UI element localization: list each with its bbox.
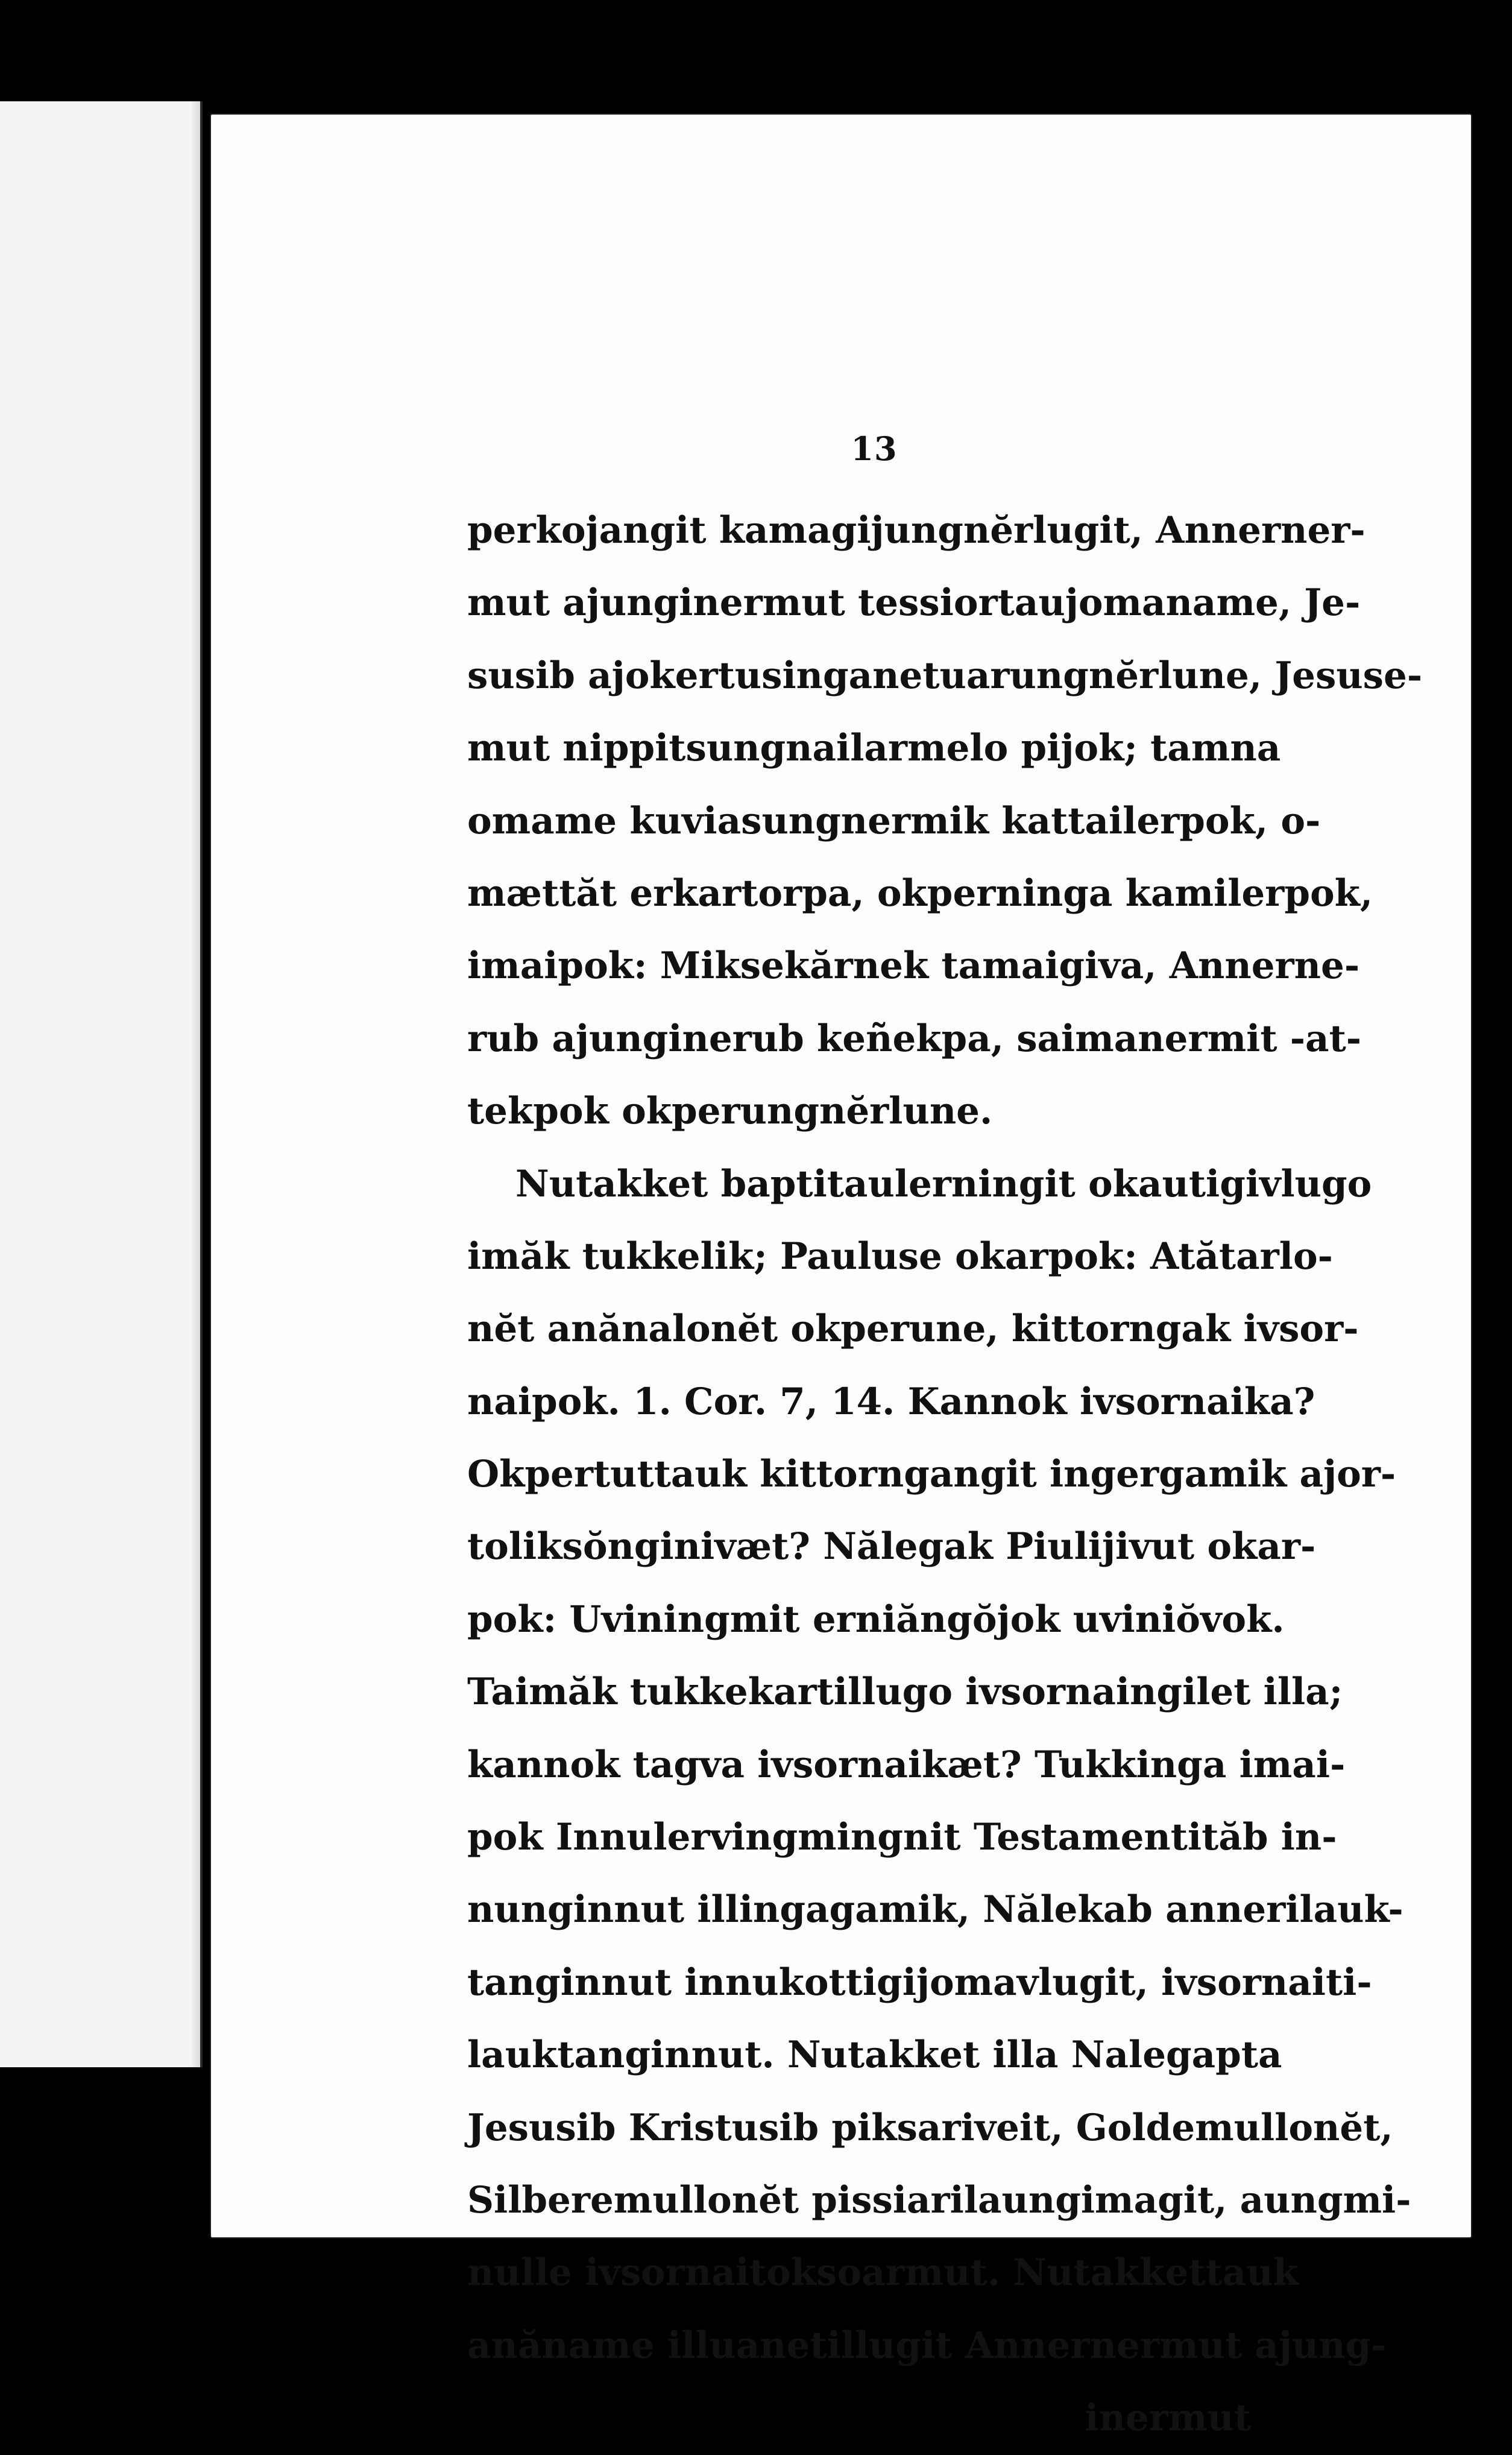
facing-page-edge: [192, 101, 200, 2067]
page-number: 13: [851, 429, 898, 468]
text-line: imaipok: Miksekărnek tamaigiva, Annerne-: [467, 944, 1360, 988]
text-line: susib ajokertusinganetuarungnĕrlune, Jesuse-: [467, 654, 1423, 697]
catchword: inermut: [1085, 2397, 1251, 2440]
text-line: perkojangit kamagijungnĕrlugit, Annerner-: [467, 509, 1366, 552]
text-line: nulle ivsornaitoksoarmut. Nutakkettauk: [467, 2251, 1299, 2295]
text-line: Taimăk tukkekartillugo ivsornaingilet illa;: [467, 1670, 1343, 1714]
text-line: Okpertuttauk kittorngangit ingergamik ajor-: [467, 1453, 1396, 1496]
text-line: tekpok okperungnĕrlune.: [467, 1090, 993, 1133]
text-line: pok Innulervingmingnit Testamentităb in-: [467, 1816, 1337, 1859]
page-body-text: [467, 494, 1423, 2455]
text-line: mut ajunginermut tessiortaujomaname, Je-: [467, 581, 1361, 625]
facing-page: [0, 101, 203, 2067]
text-line: nunginnut illingagamik, Nălekab annerilauk-: [467, 1888, 1403, 1932]
text-line: nĕt anănalonĕt okperune, kittorngak ivsor-: [467, 1307, 1359, 1351]
text-line: Jesusib Kristusib piksariveit, Goldemullonĕt,: [467, 2106, 1393, 2149]
text-line: lauktanginnut. Nutakket illa Nalegapta: [467, 2033, 1282, 2077]
text-line: toliksŏnginivæt? Nălegak Piulijivut okar-: [467, 1525, 1316, 1569]
text-line: rub ajunginerub keñekpa, saimanermit ‑at-: [467, 1017, 1362, 1060]
text-line: kannok tagva ivsornaikæt? Tukkinga imai-: [467, 1743, 1346, 1786]
text-line: pok: Uviningmit erniăngŏjok uviniŏvok.: [467, 1597, 1285, 1641]
text-line: mut nippitsungnailarmelo pijok; tamna: [467, 727, 1281, 770]
text-line: Silberemullonĕt pissiarilaungimagit, aungmi-: [467, 2178, 1411, 2222]
paragraph-start-line: Nutakket baptitaulerningit okautigivlugo: [515, 1162, 1372, 1205]
text-line: omame kuviasungnermik kattailerpok, o-: [467, 799, 1321, 842]
text-line: anăname illuanetillugit Annernermut ajung-: [467, 2324, 1387, 2367]
text-line: mættăt erkartorpa, okperninga kamilerpok,: [467, 871, 1373, 915]
text-line: imăk tukkelik; Pauluse okarpok: Atătarlo-: [467, 1234, 1333, 1278]
text-line: tanginnut innukottigijomavlugit, ivsornaiti-: [467, 1961, 1372, 2004]
text-line: naipok. 1. Cor. 7, 14. Kannok ivsornaika?: [467, 1380, 1315, 1423]
